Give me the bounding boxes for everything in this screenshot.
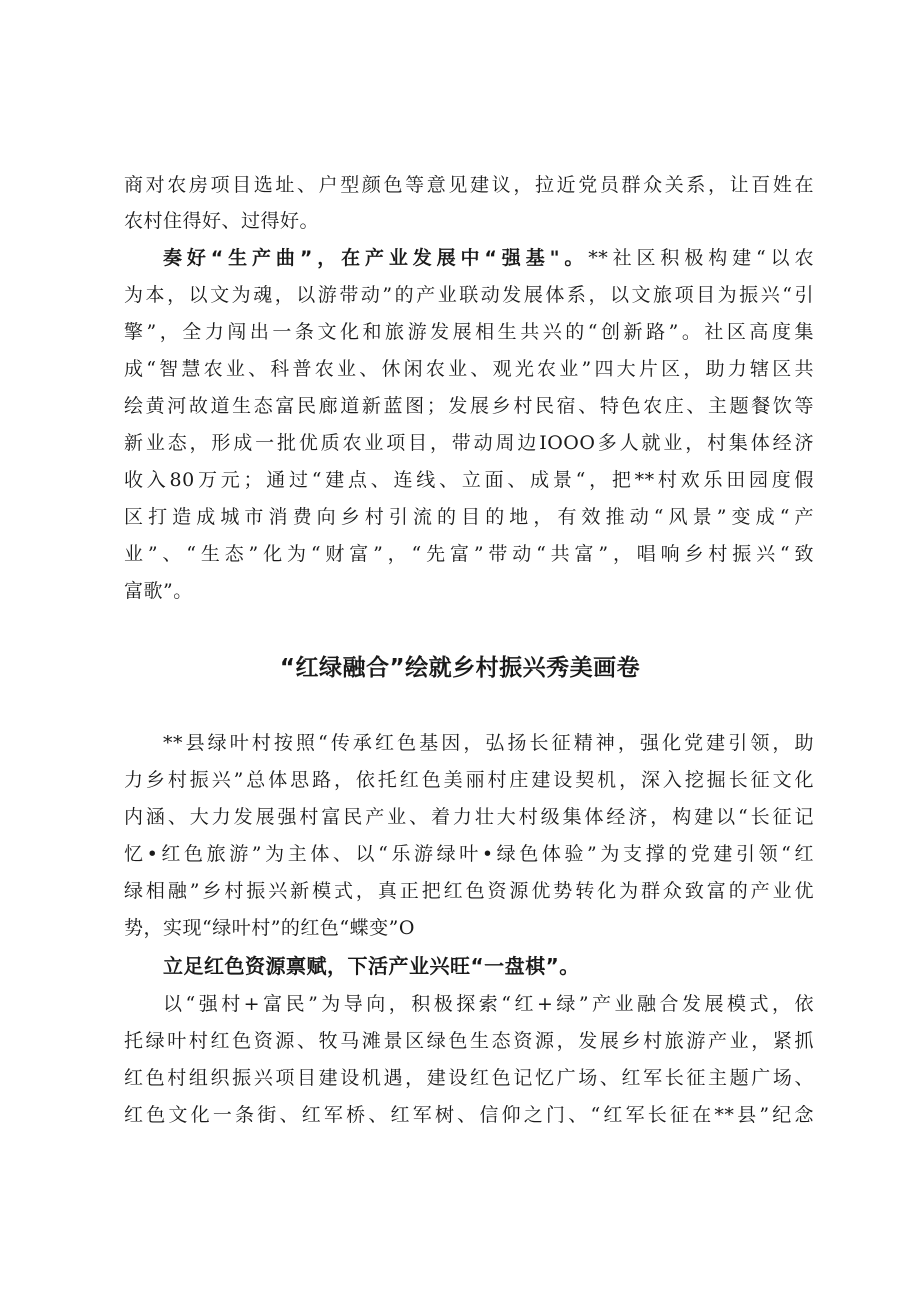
text-line: 绘黄河故道生态富民廊道新蓝图；发展乡村民宿、特色农庄、主题餐饮等	[124, 395, 814, 417]
text-line: 红色村组织振兴项目建设机遇，建设红色记忆广场、红军长征主题广场、	[124, 1067, 814, 1089]
text-line: 力乡村振兴”总体思路，依托红色美丽村庄建设契机，深入挖掘长征文化	[124, 769, 814, 791]
paragraph-first-line	[163, 243, 814, 273]
paragraph-first-line: **县绿叶村按照“传承红色基因，弘扬长征精神，强化党建引领，助	[163, 732, 814, 754]
text-line: 内涵、大力发展强村富民产业、着力壮大村级集体经济，构建以“长征记	[124, 806, 814, 828]
text-line: 新业态，形成一批优质农业项目，带动周边IOOO多人就业，村集体经济	[124, 432, 814, 454]
text-line: 商对农房项目选址、户型颜色等意见建议，拉近党员群众关系，让百姓在	[124, 174, 814, 196]
text-line: 业”、“生态”化为“财富”，“先富”带动“共富”，唱响乡村振兴“致	[124, 543, 814, 565]
text-line: 区打造成城市消费向乡村引流的目的地，有效推动“风景”变成“产	[124, 506, 814, 528]
text-line: 忆•红色旅游”为主体、以“乐游绿叶•绿色体验”为支撑的党建引领“红	[124, 843, 814, 865]
text-line: 托绿叶村红色资源、牧马滩景区绿色生态资源，发展乡村旅游产业，紧抓	[124, 1030, 814, 1052]
subheading: 立足红色资源禀赋，下活产业兴旺“一盘棋”。	[163, 954, 580, 978]
bold-lead: 奏好“生产曲”，在产业发展中“强基"。	[163, 247, 589, 269]
text-line: 红色文化一条街、红军桥、红军树、信仰之门、“红军长征在**县”纪念	[124, 1104, 814, 1126]
text-line: 富歌”。	[124, 580, 193, 602]
text-line: 势，实现“绿叶村”的红色“蝶变”O	[124, 917, 415, 939]
section-heading: “红绿融合”绘就乡村振兴秀美画卷	[279, 655, 641, 681]
text-line: 农村住得好、过得好。	[124, 210, 320, 232]
text-line: 成“智慧农业、科普农业、休闲农业、观光农业”四大片区，助力辖区共	[124, 358, 814, 380]
text-line: 绿相融”乡村振兴新模式，真正把红色资源优势转化为群众致富的产业优	[124, 880, 814, 902]
text-line: 擎”，全力闯出一条文化和旅游发展相生共兴的“创新路”。社区高度集	[124, 321, 814, 343]
text-run: **社区积极构建“以农	[588, 247, 814, 269]
paragraph-first-line: 以“强村+富民”为导向，积极探索“红+绿”产业融合发展模式，依	[163, 993, 814, 1015]
text-line: 为本，以文为魂，以游带动”的产业联动发展体系，以文旅项目为振兴“引	[124, 284, 814, 306]
text-line: 收入80万元；通过“建点、连线、立面、成景“，把**村欢乐田园度假	[124, 469, 814, 491]
